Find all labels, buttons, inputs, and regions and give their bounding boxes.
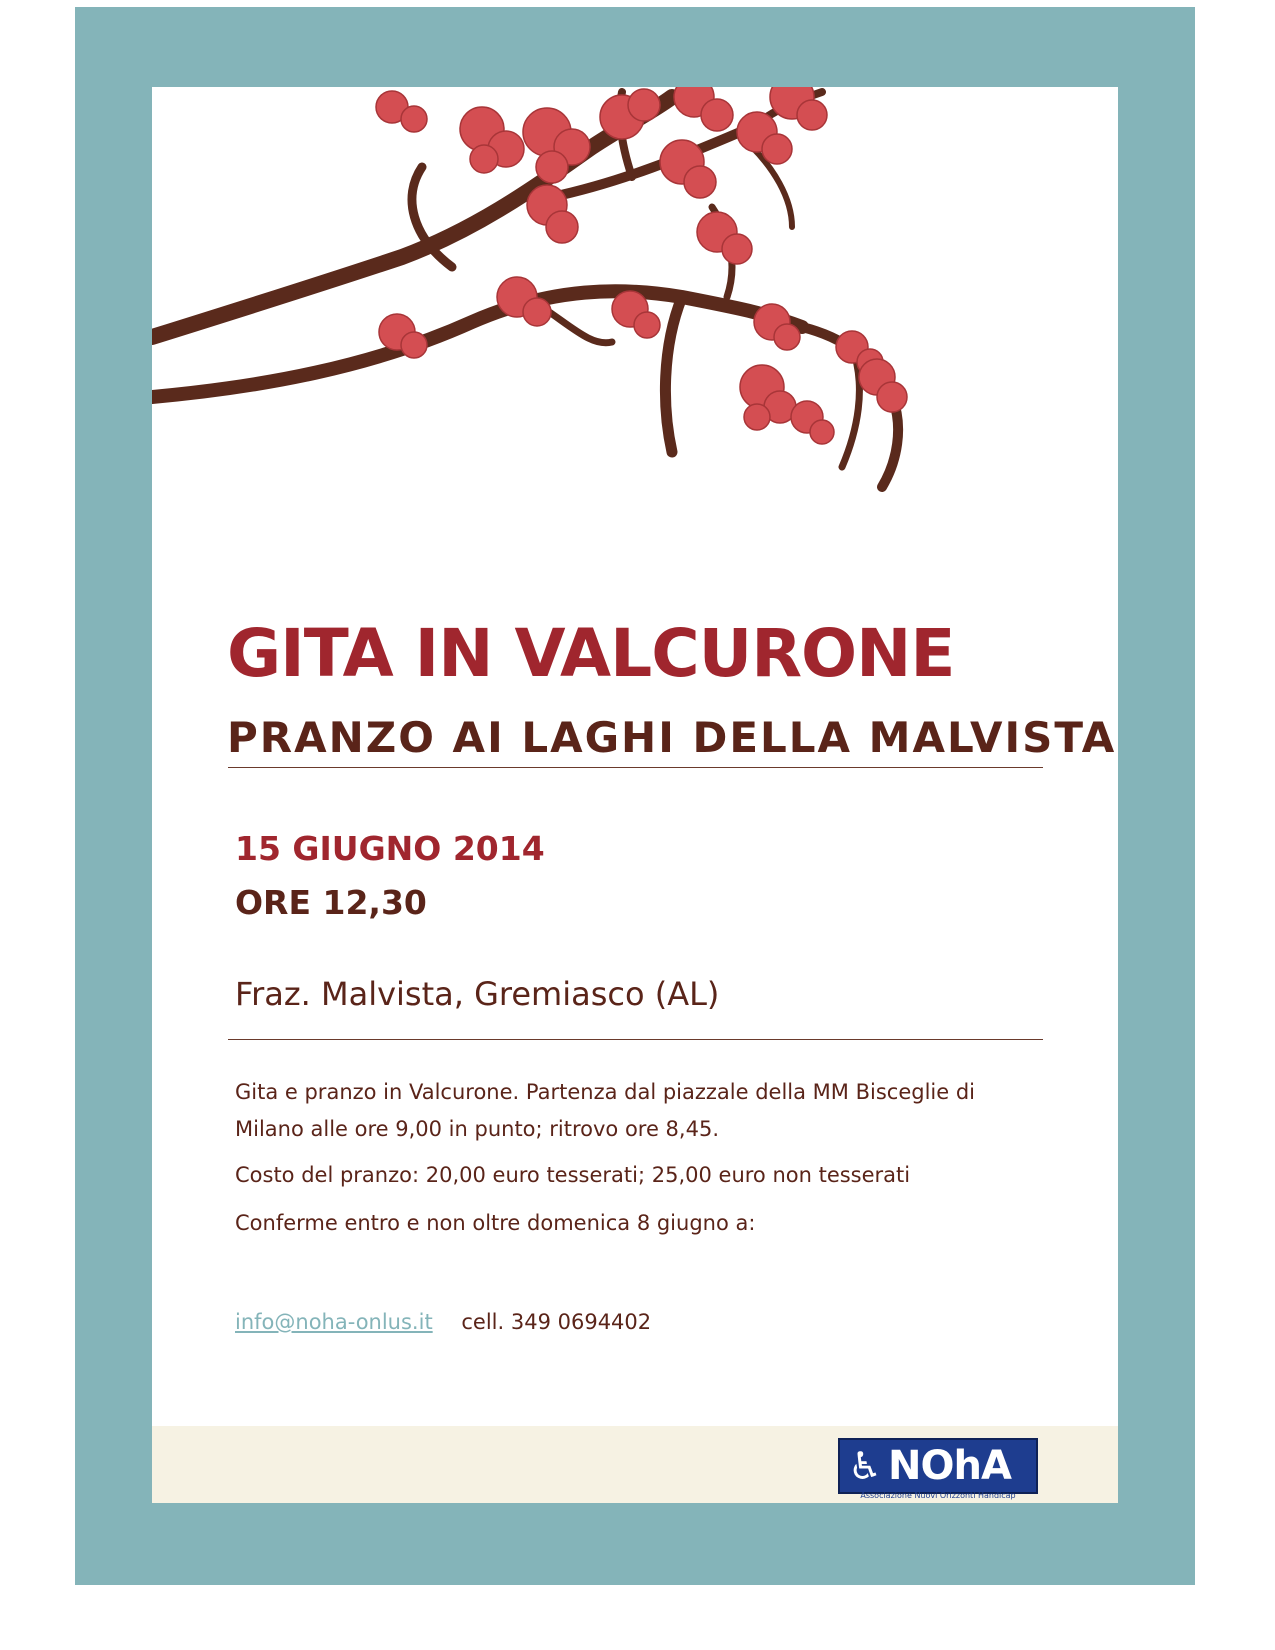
logo-text: NOhA xyxy=(888,1443,1011,1489)
contact-line xyxy=(235,1310,651,1334)
cost-text: Costo del pranzo: 20,00 euro tesserati; 25,00 euro non tesserati xyxy=(235,1163,911,1187)
confirm-text: Conferme entro e non oltre domenica 8 giugno a: xyxy=(235,1211,756,1235)
divider-bottom xyxy=(228,1039,1043,1040)
flyer-subtitle: PRANZO AI LAGHI DELLA MALVISTA xyxy=(227,713,1117,762)
poster-content xyxy=(152,87,1118,1503)
logo-caption: Associazione Nuovi Orizzonti Handicap xyxy=(860,1491,1016,1500)
email-link[interactable]: info@noha-onlus.it xyxy=(235,1310,433,1334)
event-time: ORE 12,30 xyxy=(235,883,427,922)
divider-top xyxy=(228,767,1043,768)
event-date: 15 GIUGNO 2014 xyxy=(235,829,545,868)
description-text: Gita e pranzo in Valcurone. Partenza dal piazzale della MM Bisceglie di Milano alle ore 9,00 in punto; ritrovo ore 8,45. xyxy=(235,1080,976,1141)
wheelchair-icon: ♿ xyxy=(847,1444,883,1488)
flyer-title: GITA IN VALCURONE xyxy=(227,615,955,692)
phone-number: cell. 349 0694402 xyxy=(461,1310,652,1334)
event-location: Fraz. Malvista, Gremiasco (AL) xyxy=(235,975,720,1013)
blossom-branch-illustration xyxy=(152,87,1118,587)
noha-logo xyxy=(838,1438,1038,1494)
